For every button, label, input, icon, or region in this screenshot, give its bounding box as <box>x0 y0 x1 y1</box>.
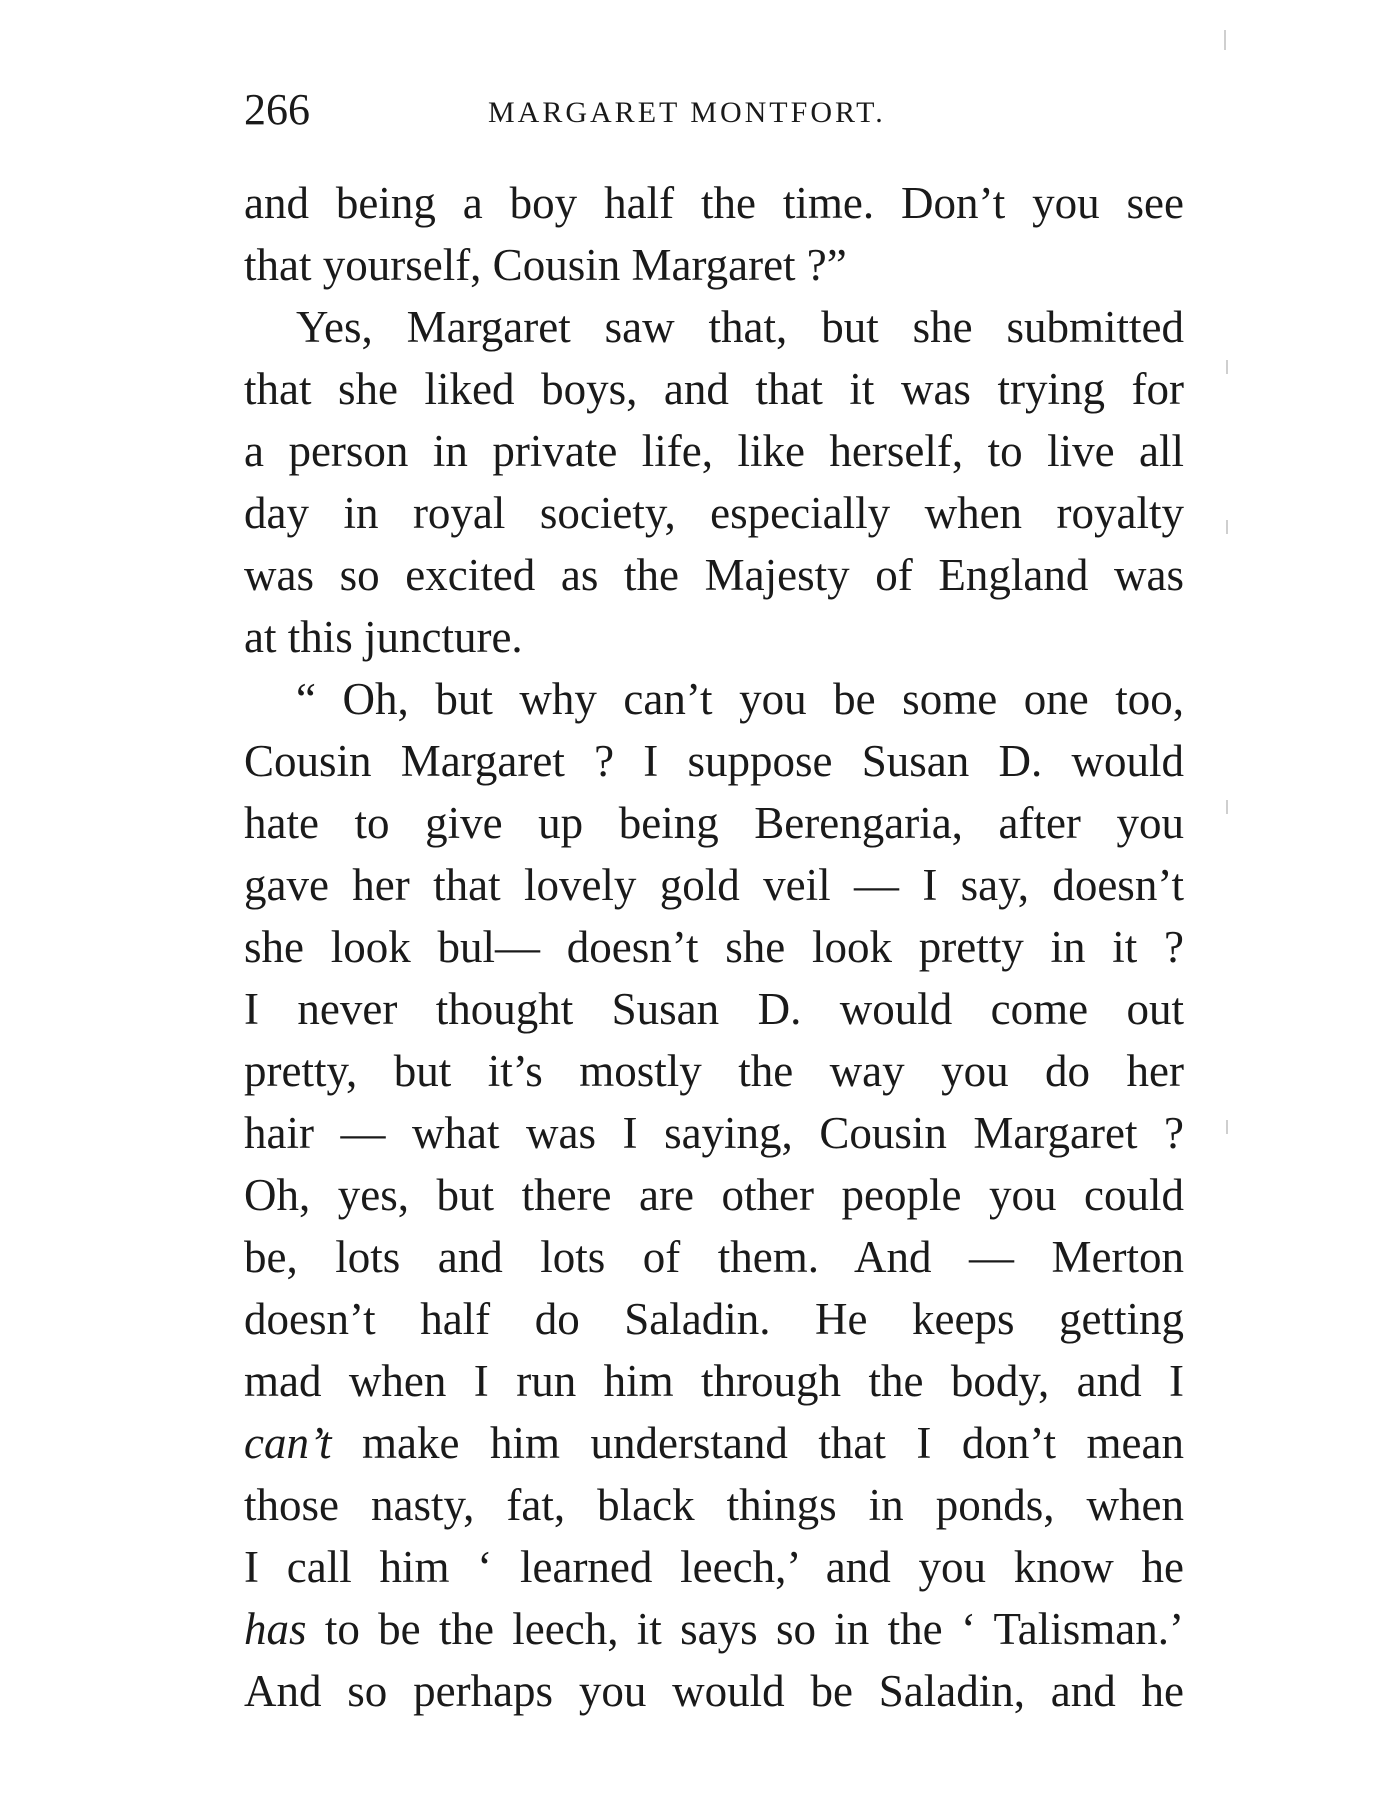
text-line: And so perhaps you would be Saladin, and he <box>244 1666 1184 1716</box>
scan-edge-mark <box>1226 800 1228 814</box>
text-line <box>244 1598 1184 1660</box>
running-title: MARGARET MONTFORT. <box>488 96 886 129</box>
text-line: Cousin Margaret ? I suppose Susan D. would <box>244 736 1184 786</box>
text-line: pretty, but it’s mostly the way you do her <box>244 1046 1184 1096</box>
text-line: “ Oh, but why can’t you be some one too, <box>296 674 1184 724</box>
text-line <box>244 1412 1184 1474</box>
text-line: that she liked boys, and that it was trying for <box>244 364 1184 414</box>
text-line: gave her that lovely gold veil — I say, doesn’t <box>244 860 1184 910</box>
text-line: mad when I run him through the body, and I <box>244 1356 1184 1406</box>
text-fragment: make him understand that I don’t mean <box>331 1418 1184 1468</box>
text-line: that yourself, Cousin Margaret ?” <box>244 240 847 290</box>
text-line: I never thought Susan D. would come out <box>244 984 1184 1034</box>
text-line: Oh, yes, but there are other people you could <box>244 1170 1184 1220</box>
text-line: be, lots and lots of them. And — Merton <box>244 1232 1184 1282</box>
page-header <box>244 80 1184 140</box>
italic-word: can’t <box>244 1418 332 1468</box>
text-line: hair — what was I saying, Cousin Margaret ? <box>244 1108 1184 1158</box>
text-fragment: to be the leech, it says so in the ‘ Talisman.’ <box>306 1604 1184 1654</box>
scan-edge-mark <box>1224 30 1226 50</box>
body-text <box>244 172 1184 1722</box>
text-line: I call him ‘ learned leech,’ and you know he <box>244 1542 1184 1592</box>
scan-edge-mark <box>1226 520 1228 534</box>
text-line: and being a boy half the time. Don’t you see <box>244 178 1184 228</box>
text-line: she look bul— doesn’t she look pretty in it ? <box>244 922 1184 972</box>
scan-edge-mark <box>1226 1120 1228 1134</box>
text-line: was so excited as the Majesty of England was <box>244 550 1184 600</box>
text-line: at this juncture. <box>244 612 523 662</box>
page-number: 266 <box>244 85 310 134</box>
text-line: those nasty, fat, black things in ponds, when <box>244 1480 1184 1530</box>
text-line: doesn’t half do Saladin. He keeps getting <box>244 1294 1184 1344</box>
text-line: hate to give up being Berengaria, after you <box>244 798 1184 848</box>
text-line: Yes, Margaret saw that, but she submitted <box>296 302 1184 352</box>
scan-edge-mark <box>1226 360 1228 374</box>
italic-word: has <box>244 1604 307 1654</box>
text-line: a person in private life, like herself, to live all <box>244 426 1184 476</box>
text-line: day in royal society, especially when royalty <box>244 488 1184 538</box>
